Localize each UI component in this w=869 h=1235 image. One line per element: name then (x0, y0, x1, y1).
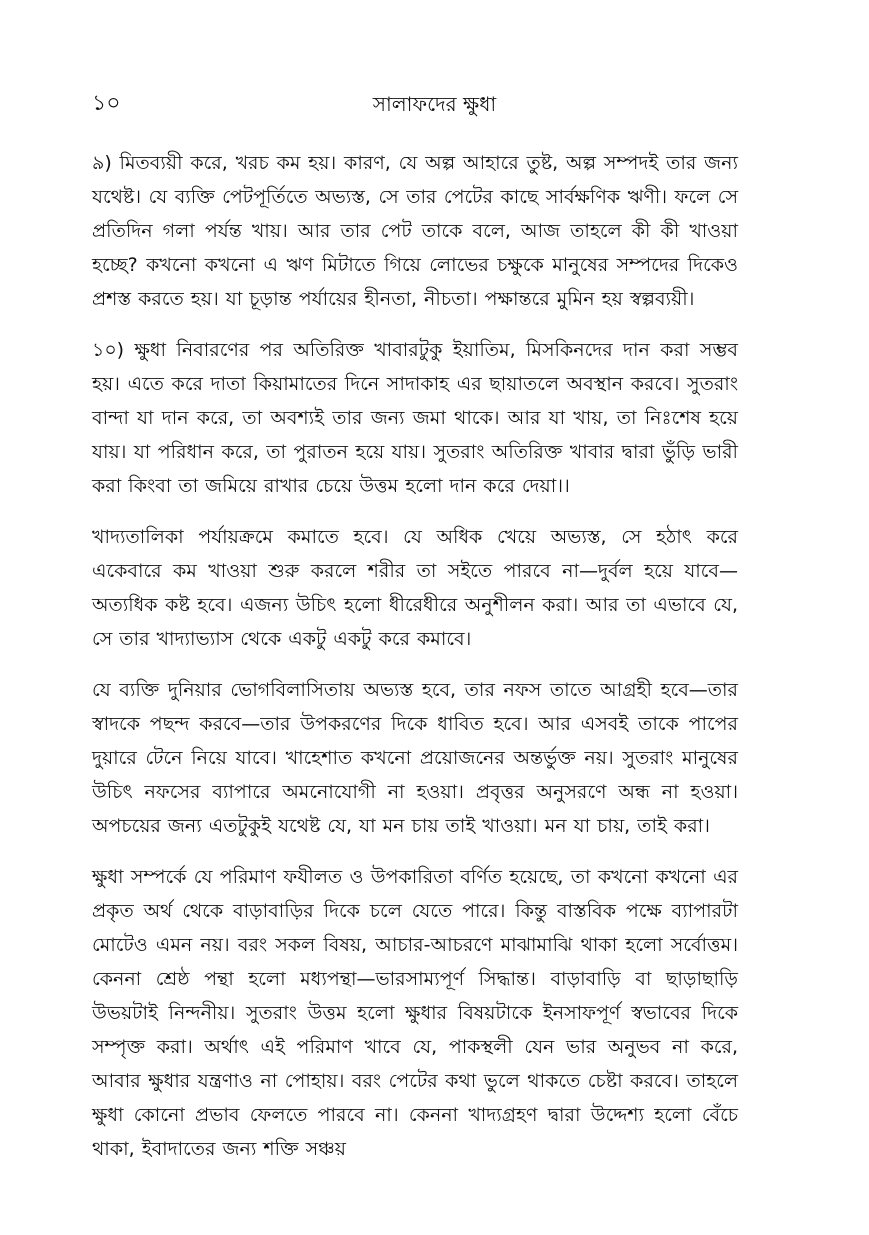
paragraph-worldly-luxury: যে ব্যক্তি দুনিয়ার ভোগবিলাসিতায় অভ্যস্ত হবে, তার নফস তাতে আগ্রহী হবে—তার স্বাদকে পছন্দ করবে—তার উপকরণের দিকে ধাবিত হবে। আর এসবই তাকে পাপের দুয়ারে টেনে নিয়ে যাবে। খাহেশাত কখনো প্রয়োজনের অন্তর্ভুক্ত নয়। সুতরাং মানুষের উচিৎ নফসের ব্যাপারে অমনোযোগী না হওয়া। প্রবৃত্তর অনুসরণে অন্ধ না হওয়া। অপচয়ের জন্য এতটুকুই যথেষ্ট যে, যা মন চায় তাই খাওয়া। মন যা চায়, তাই করা। (92, 679, 738, 837)
paragraph-gradual-reduction: খাদ্যতালিকা পর্যায়ক্রমে কমাতে হবে। যে অধিক খেয়ে অভ্যস্ত, সে হঠাৎ করে একেবারে কম খাওয়া শুরু করলে শরীর তা সইতে পারবে না—দুর্বল হয়ে যাবে—অত্যধিক কষ্ট হবে। এজন্য উচিৎ হলো ধীরেধীরে অনুশীলন করা। আর তা এভাবে যে, সে তার খাদ্যাভ্যাস থেকে একটু একটু করে কমাবে। (92, 526, 738, 650)
paragraph-point-10: ১০) ক্ষুধা নিবারণের পর অতিরিক্ত খাবারটুকু ইয়াতিম, মিসকিনদের দান করা সম্ভব হয়। এতে করে দাতা কিয়ামাতের দিনে সাদাকাহ এর ছায়াতলে অবস্থান করবে। সুতরাং বান্দা যা দান করে, তা অবশ্যই তার জন্য জমা থাকে। আর যা খায়, তা নিঃশেষ হয়ে যায়। যা পরিধান করে, তা পুরাতন হয়ে যায়। সুতরাং অতিরিক্ত খাবার দ্বারা ভুঁড়ি ভারী করা কিংবা তা জমিয়ে রাখার চেয়ে উত্তম হলো দান করে দেয়া।। (92, 339, 738, 497)
paragraph-moderation: ক্ষুধা সম্পর্কে যে পরিমাণ ফযীলত ও উপকারিতা বর্ণিত হয়েছে, তা কখনো কখনো এর প্রকৃত অর্থ থেকে বাড়াবাড়ির দিকে চলে যেতে পারে। কিন্তু বাস্তবিক পক্ষে ব্যাপারটা মোটেও এমন নয়। বরং সকল বিষয়, আচার-আচরণে মাঝামাঝি থাকা হলো সর্বোত্তম। কেননা শ্রেষ্ঠ পন্থা হলো মধ্যপন্থা—ভারসাম্যপূর্ণ সিদ্ধান্ত। বাড়াবাড়ি বা ছাড়াছাড়ি উভয়টাই নিন্দনীয়। সুতরাং উত্তম হলো ক্ষুধার বিষয়টাকে ইনসাফপূর্ণ স্বভাবের দিকে সম্পৃক্ত করা। অর্থাৎ এই পরিমাণ খাবে যে, পাকস্থলী যেন ভার অনুভব না করে, আবার ক্ষুধার যন্ত্রণাও না পোহায়। বরং পেটের কথা ভুলে থাকতে চেষ্টা করবে। তাহলে ক্ষুধা কোনো প্রভাব ফেলতে পারবে না। কেননা খাদ্যগ্রহণ দ্বারা উদ্দেশ্য হলো বেঁচে থাকা, ইবাদাতের জন্য শক্তি সঞ্চয় (92, 866, 738, 1160)
page-number: ১০ (92, 91, 121, 116)
body-text (92, 146, 738, 1166)
running-title: সালাফদের ক্ষুধা (372, 92, 497, 116)
paragraph-point-9: ৯) মিতব্যয়ী করে, খরচ কম হয়। কারণ, যে অল্প আহারে তুষ্ট, অল্প সম্পদই তার জন্য যথেষ্ট। যে ব্যক্তি পেটপূর্তিতে অভ্যস্ত, সে তার পেটের কাছে সার্বক্ষণিক ঋণী। ফলে সে প্রতিদিন গলা পর্যন্ত খায়। আর তার পেট তাকে বলে, আজ তাহলে কী কী খাওয়া হচ্ছে? কখনো কখনো এ ঋণ মিটাতে গিয়ে লোভের চক্ষুকে মানুষের সম্পদের দিকেও প্রশস্ত করতে হয়। যা চূড়ান্ত পর্যায়ের হীনতা, নীচতা। পক্ষান্তরে মুমিন হয় স্বল্পব্যয়ী। (92, 152, 738, 310)
